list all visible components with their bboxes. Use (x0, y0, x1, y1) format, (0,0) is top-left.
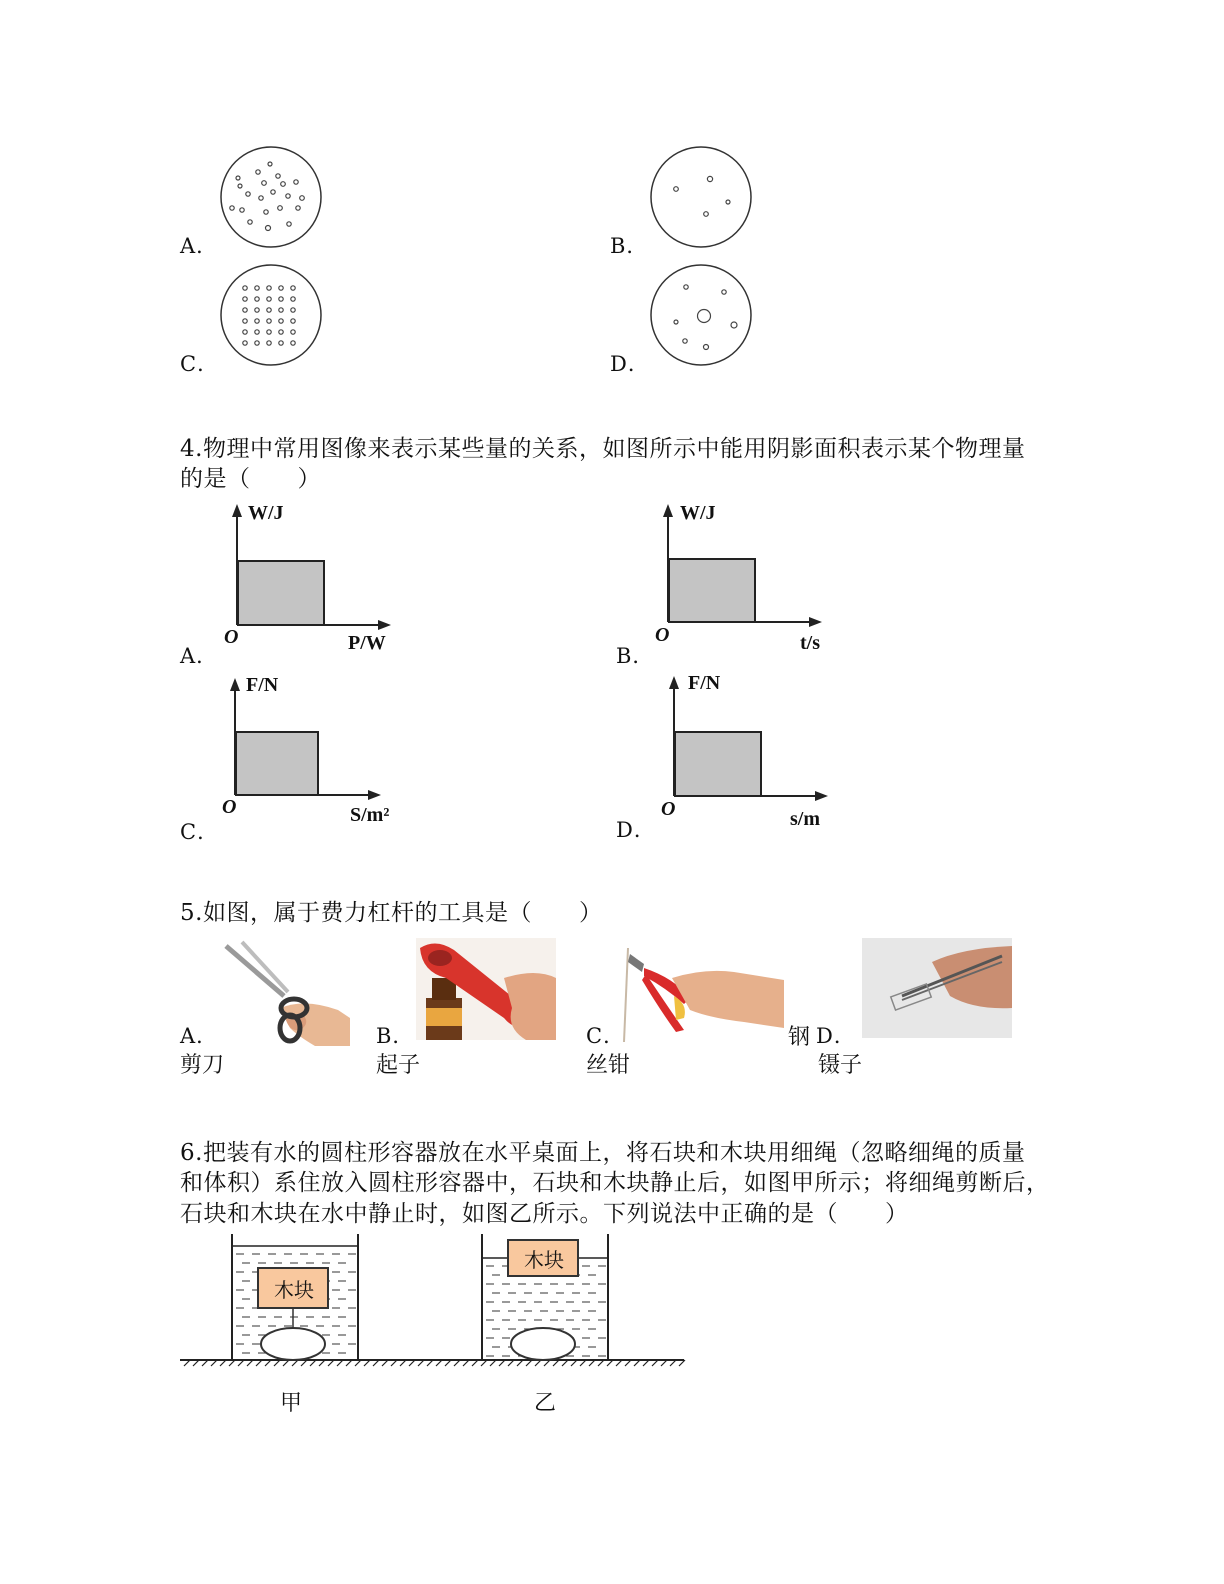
q4-stem-line2: 的是（ ） (180, 466, 321, 492)
q4-graph-a-ylabel: W/J (248, 502, 284, 524)
q4-graph-d-ylabel: F/N (688, 672, 721, 694)
q4-graph-c-xlabel: S/m² (350, 804, 390, 826)
q4-graph-b-xlabel: t/s (800, 632, 820, 654)
q5-option-c-label[interactable]: C． (586, 1024, 626, 1048)
q6-stem-line2: 和体积）系住放入圆柱形容器中，石块和木块静止后，如图甲所示；将细绳剪断后， (180, 1170, 1050, 1196)
q5-stem: 5.如图，属于费力杠杆的工具是（ ） (180, 900, 603, 926)
q3-figure-a (218, 146, 324, 250)
q3-figure-b (648, 146, 754, 250)
q4-option-d-label[interactable]: D． (616, 818, 656, 842)
q5-option-a-label[interactable]: A． (180, 1024, 219, 1048)
bottle-opener-photo (416, 938, 556, 1040)
q3-option-a-label[interactable]: A． (180, 234, 219, 258)
q4-graph-a-xlabel: P/W (348, 632, 386, 654)
q4-graph-d-origin: O (661, 798, 676, 820)
q3-figure-d (648, 264, 754, 368)
q5-option-d-prefix: 钢 (788, 1025, 811, 1050)
q4-option-c-label[interactable]: C． (180, 820, 220, 844)
pliers-photo (614, 938, 784, 1042)
fig-caption-yi: 乙 (534, 1391, 557, 1416)
q4-graph-d-xlabel: s/m (790, 808, 820, 830)
q3-figure-c (218, 264, 324, 368)
q5-option-d-caption: 镊子 (818, 1053, 863, 1078)
q4-option-b-label[interactable]: B． (616, 644, 655, 668)
scissors-photo (220, 938, 350, 1046)
q5-option-d-label[interactable]: D． (816, 1024, 856, 1048)
q4-graph-c-origin: O (222, 796, 237, 818)
q5-option-b-caption: 起子 (376, 1053, 421, 1078)
q4-graph-c-ylabel: F/N (246, 674, 279, 696)
q6-stem-line3: 石块和木块在水中静止时，如图乙所示。下列说法中正确的是（ ） (180, 1201, 909, 1227)
q4-graph-a-origin: O (224, 626, 239, 648)
q3-option-c-label[interactable]: C． (180, 352, 220, 376)
q6-diagram (178, 1228, 688, 1378)
q4-option-a-label[interactable]: A． (180, 644, 219, 668)
q5-option-a-caption: 剪刀 (180, 1053, 225, 1078)
tweezers-photo (862, 938, 1012, 1038)
q4-graph-b-origin: O (655, 624, 670, 646)
q3-option-b-label[interactable]: B． (610, 234, 649, 258)
fig-caption-jia: 甲 (280, 1391, 303, 1416)
q5-option-b-label[interactable]: B． (376, 1024, 415, 1048)
q4-stem-line1: 4.物理中常用图像来表示某些量的关系，如图所示中能用阴影面积表示某个物理量 (180, 436, 1026, 462)
block-label-yi: 木块 (524, 1248, 564, 1272)
q3-option-d-label[interactable]: D． (610, 352, 650, 376)
q5-option-c-caption: 丝钳 (586, 1053, 631, 1078)
q4-graph-b-ylabel: W/J (680, 502, 716, 524)
q6-stem-line1: 6.把装有水的圆柱形容器放在水平桌面上，将石块和木块用细绳（忽略细绳的质量 (180, 1140, 1026, 1166)
block-label-jia: 木块 (274, 1278, 314, 1302)
